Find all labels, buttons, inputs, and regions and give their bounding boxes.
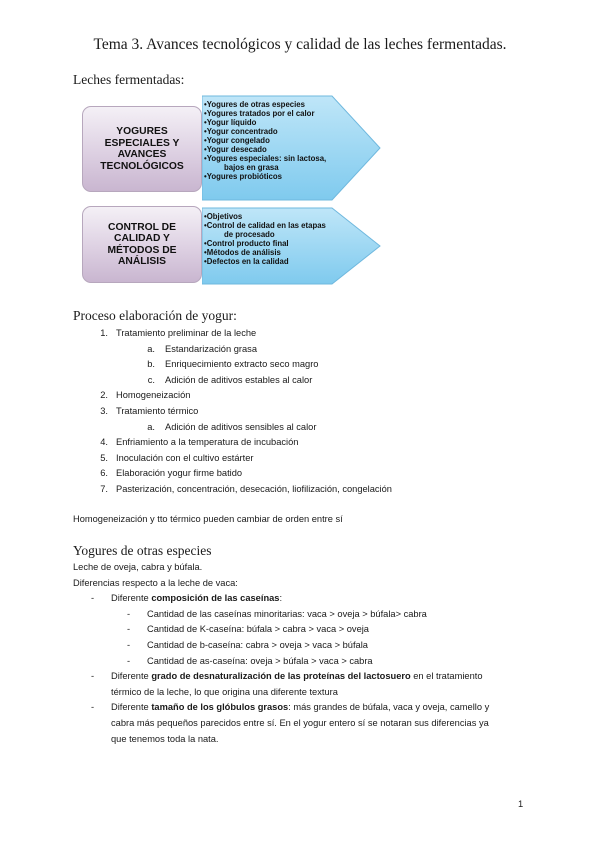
bullet-item: - Diferente grado de desnaturalización de las proteínas del lactosuero en el tratamiento: [91, 671, 483, 682]
list-item: 4. Enfriamiento a la temperatura de incubación: [100, 437, 299, 448]
bullet-continuation: que tenemos toda la nata.: [111, 733, 219, 744]
sub-bullet-item: - Cantidad de las caseínas minoritarias: vaca > oveja > búfala> cabra: [127, 608, 427, 619]
bullet-continuation: térmico de la leche, lo que origina una diferente textura: [111, 686, 338, 697]
paragraph: Diferencias respecto a la leche de vaca:: [73, 577, 238, 588]
heading-otras-especies: Yogures de otras especies: [73, 543, 212, 558]
list-item: b. Enriquecimiento extracto seco magro: [147, 359, 319, 370]
bullet-item: - Diferente tamaño de los glóbulos grasos: más grandes de búfala, vaca y oveja, camello y: [91, 702, 490, 713]
heading-proceso: Proceso elaboración de yogur:: [73, 308, 237, 323]
diagram-arrow-control: • Objetivos • Control de calidad en las etapas de procesado • Control producto final • Métodos de análisis • Defectos en la calidad: [202, 207, 382, 285]
page-title: Tema 3. Avances tecnológicos y calidad de las leches fermentadas.: [93, 36, 507, 53]
page-number: 1: [518, 799, 524, 809]
list-item: c. Adición de aditivos estables al calor: [147, 374, 313, 385]
diagram: [82, 95, 382, 285]
bullet-item: - Diferente composición de las caseínas:: [91, 593, 283, 604]
otras-especies-content: [73, 560, 543, 747]
sub-bullet-item: - Cantidad de K-caseína: búfala > cabra > vaca > oveja: [127, 624, 369, 635]
list-item: 6. Elaboración yogur firme batido: [100, 468, 243, 479]
process-list: [90, 326, 570, 498]
diagram-box-yogures: YOGURES ESPECIALES Y AVANCES TECNOLÓGICOS: [82, 106, 202, 192]
list-item: 2. Homogeneización: [100, 390, 191, 401]
process-note: Homogeneización y tto térmico pueden cambiar de orden entre sí: [73, 514, 343, 524]
diagram-box-control: CONTROL DE CALIDAD Y MÉTODOS DE ANÁLISIS: [82, 206, 202, 283]
list-item: a. Estandarización grasa: [147, 343, 257, 354]
bullet-continuation: cabra más pequeños parecidos entre sí. En el yogur entero sí se notaran sus diferencias ya: [111, 717, 489, 728]
sub-bullet-item: - Cantidad de b-caseína: cabra > oveja > vaca > búfala: [127, 639, 368, 650]
paragraph: Leche de oveja, cabra y búfala.: [73, 562, 203, 572]
list-item: 1. Tratamiento preliminar de la leche: [100, 328, 257, 338]
list-item: 7. Pasterización, concentración, desecación, liofilización, congelación: [100, 483, 392, 494]
list-item: 5. Inoculación con el cultivo estárter: [100, 452, 254, 463]
list-item: a. Adición de aditivos sensibles al calor: [147, 421, 317, 432]
heading-leches-fermentadas: Leches fermentadas:: [73, 72, 185, 87]
list-item: 3. Tratamiento térmico: [100, 405, 199, 416]
sub-bullet-item: - Cantidad de as-caseína: oveja > búfala > vaca > cabra: [127, 655, 373, 666]
diagram-arrow-yogures: • Yogures de otras especies • Yogures tratados por el calor • Yogur líquido • Yogur concentrado • Yogur congelado • Yogur desecado • Yogures especiales: sin lactosa, bajos en grasa • Yogures probióticos: [202, 95, 382, 201]
